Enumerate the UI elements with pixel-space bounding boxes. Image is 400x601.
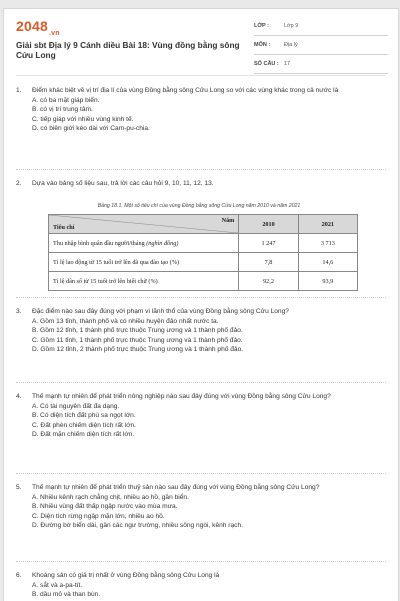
header-divider: [16, 75, 386, 76]
question-divider: [16, 297, 386, 298]
page-header: [4, 9, 398, 75]
document-page: [3, 8, 399, 601]
option-a: A. có ba mặt giáp biển.: [32, 96, 100, 104]
table-header-diagonal: Tiêu chí Năm: [49, 215, 239, 234]
meta-row-count: SỐ CÂU : 17: [254, 55, 388, 74]
question-divider: [16, 382, 386, 383]
option-a: A. Gồm 13 tỉnh, thành phố và có nhiều huyện đảo nhất nước ta.: [32, 317, 219, 325]
meta-row-subject: MÔN : Địa lý: [254, 36, 388, 55]
question-2: 2. Dựa vào bảng số liệu sau, trả lời các câu hỏi 9, 10, 11, 12, 13.: [16, 179, 382, 189]
table-row: Thu nhập bình quân đầu người/tháng (nghìn đồng) 1 247 3 713: [49, 234, 358, 253]
option-a: A. Nhiều kênh rạch chằng chịt, nhiều ao hồ, gần biển.: [32, 493, 189, 501]
option-b: B. Gồm 12 tỉnh, 1 thành phố trực thuộc Trung ương và 1 thành phố đảo.: [32, 327, 243, 334]
question-6: 6. Khoáng sản có giá trị nhất ở vùng Đồng bằng sông Cửu Long là A. sắt và a-pa-tít. B. dầu mỏ và than bùn.: [16, 571, 382, 600]
question-stem: Thế mạnh tự nhiên để phát triển nông nghiệp nào sau đây đúng với vùng Đồng bằng sông Cửu Long?: [32, 393, 331, 400]
option-d: D. Đất mặn chiếm diện tích rất lớn.: [32, 431, 135, 438]
option-c: C. Gồm 11 tỉnh, 1 thành phố trực thuộc Trung ương và 1 thành phố đảo.: [32, 336, 243, 344]
question-divider: [16, 473, 386, 474]
question-divider: [16, 561, 386, 562]
table-row: Tỉ lệ lao động từ 15 tuổi trở lên đã qua đào tạo (%) 7,8 14,6: [49, 253, 358, 272]
option-d: D. có biên giới kéo dài với Cam-pu-chia.: [32, 125, 150, 132]
question-stem: Điểm khác biệt về vị trí địa lí của vùng Đồng bằng sông Cửu Long so với các vùng khác trong cả nước là: [32, 87, 339, 94]
option-a: A. sắt và a-pa-tít.: [32, 581, 83, 589]
table-caption: Bảng 18.1. Một số tiêu chí của vùng Đồng bằng sông Cửu Long năm 2010 và năm 2021: [97, 203, 301, 209]
question-stem: Thế mạnh tự nhiên để phát triển thuỷ sản nào sau đây đúng với vùng Đồng bằng sông Cửu Long?: [32, 484, 320, 491]
diagonal-line: [49, 215, 238, 233]
question-1: 1. Điểm khác biệt về vị trí địa lí của vùng Đồng bằng sông Cửu Long so với các vùng khác trong cả nước là A. có ba mặt giáp biển. B. có vị trí trung tâm. C. tiếp giáp với nhiều vùng kinh tế. D. có biên giới kéo dài với Cam-pu-chia.: [16, 86, 382, 134]
page-title: Giải sbt Địa lý 9 Cánh diều Bài 18: Vùng đồng bằng sông Cửu Long: [16, 40, 240, 60]
meta-info: [254, 17, 388, 74]
option-d: D. Đường bờ biển dài, gần các ngư trường, nhiều sông ngòi, kênh rạch.: [32, 522, 243, 529]
question-stem: Dựa vào bảng số liệu sau, trả lời các câu hỏi 9, 10, 11, 12, 13.: [32, 180, 214, 187]
table-header-year: 2021: [298, 215, 357, 234]
question-divider: [16, 169, 386, 170]
data-table: [48, 214, 358, 291]
option-d: D. Gồm 12 tỉnh, 2 thành phố trực thuộc Trung ương và 1 thành phố đảo.: [32, 346, 244, 353]
option-c: C. Diện tích rừng ngập mặn lớn, nhiều ao hồ.: [32, 512, 165, 520]
question-5: 5. Thế mạnh tự nhiên để phát triển thuỷ sản nào sau đây đúng với vùng Đồng bằng sông Cửu Long? A. Nhiều kênh rạch chằng chịt, nhiều ao hồ, gần biển. B. Nhiều vùng đất thấp ngập nước vào mùa mưa. C. Diện tích rừng ngập mặn lớn, nhiều ao hồ. D. Đường bờ biển dài, gần các ngư trường, nhiều sông ngòi, kênh rạch.: [16, 483, 382, 531]
option-b: B. Có diện tích đất phù sa ngọt lớn.: [32, 412, 136, 419]
question-3: 3. Đặc điểm nào sau đây đúng với phạm vi lãnh thổ của vùng Đồng bằng sông Cửu Long? A. Gồm 13 tỉnh, thành phố và có nhiều huyện đảo nhất nước ta. B. Gồm 12 tỉnh, 1 thành phố trực thuộc Trung ương và 1 thành phố đảo. C. Gồm 11 tỉnh, 1 thành phố trực thuộc Trung ương và 1 thành phố đảo. D. Gồm 12 tỉnh, 2 thành phố trực thuộc Trung ương và 1 thành phố đảo.: [16, 307, 382, 355]
question-stem: Đặc điểm nào sau đây đúng với phạm vi lãnh thổ của vùng Đồng bằng sông Cửu Long?: [32, 308, 289, 315]
table-row: Tỉ lệ dân số từ 15 tuổi trở lên biết chữ (%) 92,2 93,9: [49, 272, 358, 291]
option-b: B. có vị trí trung tâm.: [32, 106, 93, 113]
option-b: B. dầu mỏ và than bùn.: [32, 591, 101, 598]
option-c: C. tiếp giáp với nhiều vùng kinh tế.: [32, 115, 134, 123]
question-4: 4. Thế mạnh tự nhiên để phát triển nông nghiệp nào sau đây đúng với vùng Đồng bằng sông Cửu Long? A. Có tài nguyên đất đa dạng. B. Có diện tích đất phù sa ngọt lớn. C. Đất phèn chiếm diện tích rất lớn. D. Đất mặn chiếm diện tích rất lớn.: [16, 392, 382, 440]
site-logo[interactable]: $2048_{.vn}$: [16, 18, 60, 37]
table-header-year: 2010: [239, 215, 298, 234]
question-stem: Khoáng sản có giá trị nhất ở vùng Đồng bằng sông Cửu Long là: [32, 572, 220, 579]
option-b: B. Nhiều vùng đất thấp ngập nước vào mùa mưa.: [32, 503, 178, 510]
option-a: A. Có tài nguyên đất đa dạng.: [32, 402, 120, 410]
option-c: C. Đất phèn chiếm diện tích rất lớn.: [32, 421, 137, 429]
meta-row-grade: LỚP : Lớp 9: [254, 17, 388, 36]
